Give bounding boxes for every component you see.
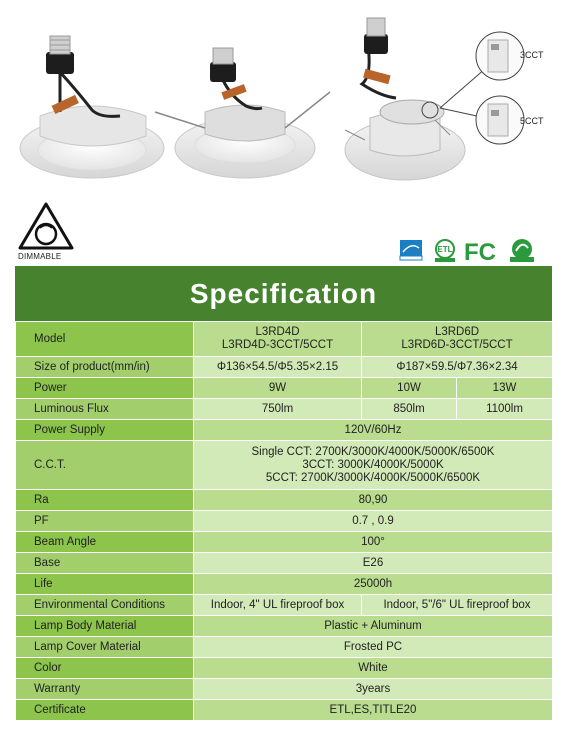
row-label: Life	[16, 574, 194, 595]
row-label: Base	[16, 553, 194, 574]
row-label: Warranty	[16, 679, 194, 700]
certification-icons	[398, 236, 538, 264]
table-row	[16, 441, 553, 490]
svg-text:ETL: ETL	[437, 245, 453, 254]
rohs-icon	[510, 239, 534, 262]
svg-text:FC: FC	[464, 239, 496, 264]
table-row	[16, 420, 553, 441]
downlight-6in	[345, 18, 465, 180]
table-row	[16, 700, 553, 721]
cover-material-value: Frosted PC	[194, 637, 553, 658]
row-label: Beam Angle	[16, 532, 194, 553]
row-label: Color	[16, 658, 194, 679]
flux-6in-b: 1100lm	[457, 399, 553, 420]
pf-value: 0.7 , 0.9	[194, 511, 553, 532]
row-label: Lamp Cover Material	[16, 637, 194, 658]
table-row	[16, 658, 553, 679]
table-row	[16, 378, 553, 399]
dimmable-icon	[18, 200, 78, 260]
fc-icon	[464, 239, 496, 264]
switch-5cct-label: 5CCT	[520, 116, 544, 126]
certificate-value: ETL,ES,TITLE20	[194, 700, 553, 721]
table-row	[16, 637, 553, 658]
life-value: 25000h	[194, 574, 553, 595]
row-label: Model	[16, 322, 194, 357]
table-row	[16, 490, 553, 511]
table-row	[16, 399, 553, 420]
flux-4in: 750lm	[194, 399, 362, 420]
body-material-value: Plastic + Aluminum	[194, 616, 553, 637]
product-photos	[0, 0, 567, 200]
size-4in: Φ136×54.5/Φ5.35×2.15	[194, 357, 362, 378]
dimmable-label: DIMMABLE	[18, 252, 62, 261]
etl-icon	[435, 240, 455, 262]
model-6in: L3RD6D L3RD6D-3CCT/5CCT	[362, 322, 553, 357]
table-row	[16, 574, 553, 595]
power-4in: 9W	[194, 378, 362, 399]
ra-value: 80,90	[194, 490, 553, 511]
energy-star-icon	[400, 240, 422, 260]
row-label: Power	[16, 378, 194, 399]
switch-3cct-label: 3CCT	[520, 50, 544, 60]
row-label: Lamp Body Material	[16, 616, 194, 637]
env-6in: Indoor, 5"/6" UL fireproof box	[362, 595, 553, 616]
beam-angle-value: 100°	[194, 532, 553, 553]
size-6in: Φ187×59.5/Φ7.36×2.34	[362, 357, 553, 378]
table-row	[16, 322, 553, 357]
base-value: E26	[194, 553, 553, 574]
row-label: Luminous Flux	[16, 399, 194, 420]
table-row	[16, 357, 553, 378]
power-6in-a: 10W	[362, 378, 457, 399]
flux-6in-a: 850lm	[362, 399, 457, 420]
table-row	[16, 595, 553, 616]
warranty-value: 3years	[194, 679, 553, 700]
color-value: White	[194, 658, 553, 679]
row-label: Power Supply	[16, 420, 194, 441]
power-6in-b: 13W	[457, 378, 553, 399]
power-supply-value: 120V/60Hz	[194, 420, 553, 441]
spec-table	[15, 321, 553, 721]
table-row	[16, 532, 553, 553]
table-row	[16, 616, 553, 637]
row-label: Certificate	[16, 700, 194, 721]
downlight-4in-side	[155, 48, 330, 178]
model-4in: L3RD4D L3RD4D-3CCT/5CCT	[194, 322, 362, 357]
table-row	[16, 553, 553, 574]
table-row	[16, 679, 553, 700]
row-label: Ra	[16, 490, 194, 511]
row-label: Size of product(mm/in)	[16, 357, 194, 378]
cct-value: Single CCT: 2700K/3000K/4000K/5000K/6500K 3CCT: 3000K/4000K/5000K 5CCT: 2700K/3000K/4000K/5000K/6500K	[194, 441, 553, 490]
row-label: C.C.T.	[16, 441, 194, 490]
downlight-4in-front	[20, 36, 164, 178]
row-label: PF	[16, 511, 194, 532]
spec-title: Specification	[15, 266, 552, 321]
row-label: Environmental Conditions	[16, 595, 194, 616]
env-4in: Indoor, 4" UL fireproof box	[194, 595, 362, 616]
table-row	[16, 511, 553, 532]
